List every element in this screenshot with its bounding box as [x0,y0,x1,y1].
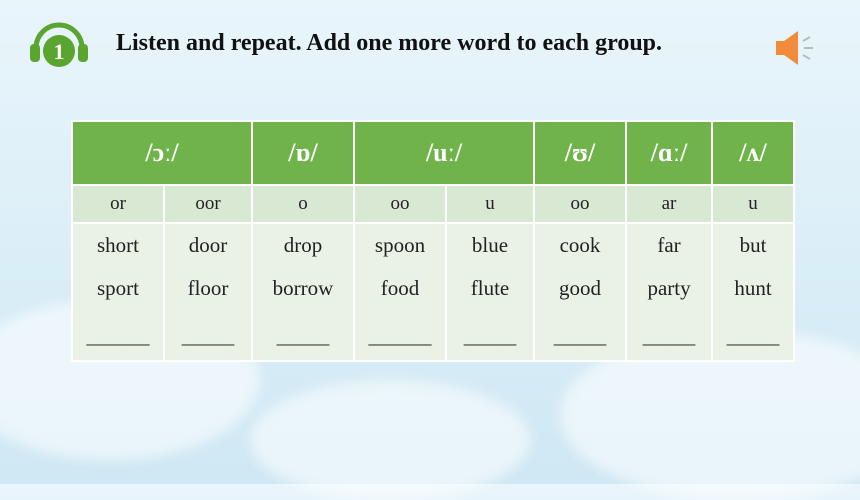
word-cell [712,223,794,361]
phoneme-header: /uː/ [354,121,534,185]
example-word: good [559,276,602,300]
word-cell [164,223,252,361]
word-cell [626,223,712,361]
words-row [72,223,794,361]
answer-blank[interactable]: ______ [86,324,150,348]
phoneme-header: /ɔː/ [72,121,252,185]
spelling-cell: oor [164,185,252,223]
spelling-cell: o [252,185,354,223]
word-cell [354,223,446,361]
example-word: short [97,233,139,257]
example-word: door [188,233,228,257]
answer-blank[interactable]: ______ [368,324,432,348]
background-cloud [250,380,530,500]
phoneme-header: /ʊ/ [534,121,626,185]
answer-blank[interactable]: _____ [181,324,235,348]
phoneme-header: /ɒ/ [252,121,354,185]
answer-blank[interactable]: _____ [463,324,517,348]
spelling-cell: ar [626,185,712,223]
phoneme-header: /ʌ/ [712,121,794,185]
word-cell [72,223,164,361]
spelling-cell: or [72,185,164,223]
answer-blank[interactable]: _____ [726,324,780,348]
example-word: far [657,233,681,257]
answer-blank[interactable]: _____ [276,324,330,348]
phoneme-header-row [72,121,794,185]
example-word: spoon [374,233,426,257]
speaker-icon[interactable] [774,28,818,68]
spelling-cell: oo [534,185,626,223]
phoneme-header: /ɑː/ [626,121,712,185]
example-word: sport [97,276,139,300]
word-cell [446,223,534,361]
example-word: cook [559,233,601,257]
example-word: blue [471,233,509,257]
word-cell [534,223,626,361]
spelling-cell: oo [354,185,446,223]
example-word: hunt [734,276,772,300]
example-word: floor [187,276,229,300]
instruction-text: Listen and repeat. Add one more word to each group. [116,30,663,56]
example-word: drop [283,233,323,257]
headphones-icon [26,14,92,76]
example-word: but [739,233,767,257]
word-cell [252,223,354,361]
phonics-table [71,120,795,362]
spelling-row [72,185,794,223]
example-word: food [380,276,420,300]
answer-blank[interactable]: _____ [553,324,607,348]
spelling-cell: u [712,185,794,223]
example-word: party [647,276,691,300]
example-word: borrow [272,276,334,300]
answer-blank[interactable]: _____ [642,324,696,348]
spelling-cell: u [446,185,534,223]
instruction-number: 1 [53,39,65,64]
example-word: flute [470,276,510,300]
